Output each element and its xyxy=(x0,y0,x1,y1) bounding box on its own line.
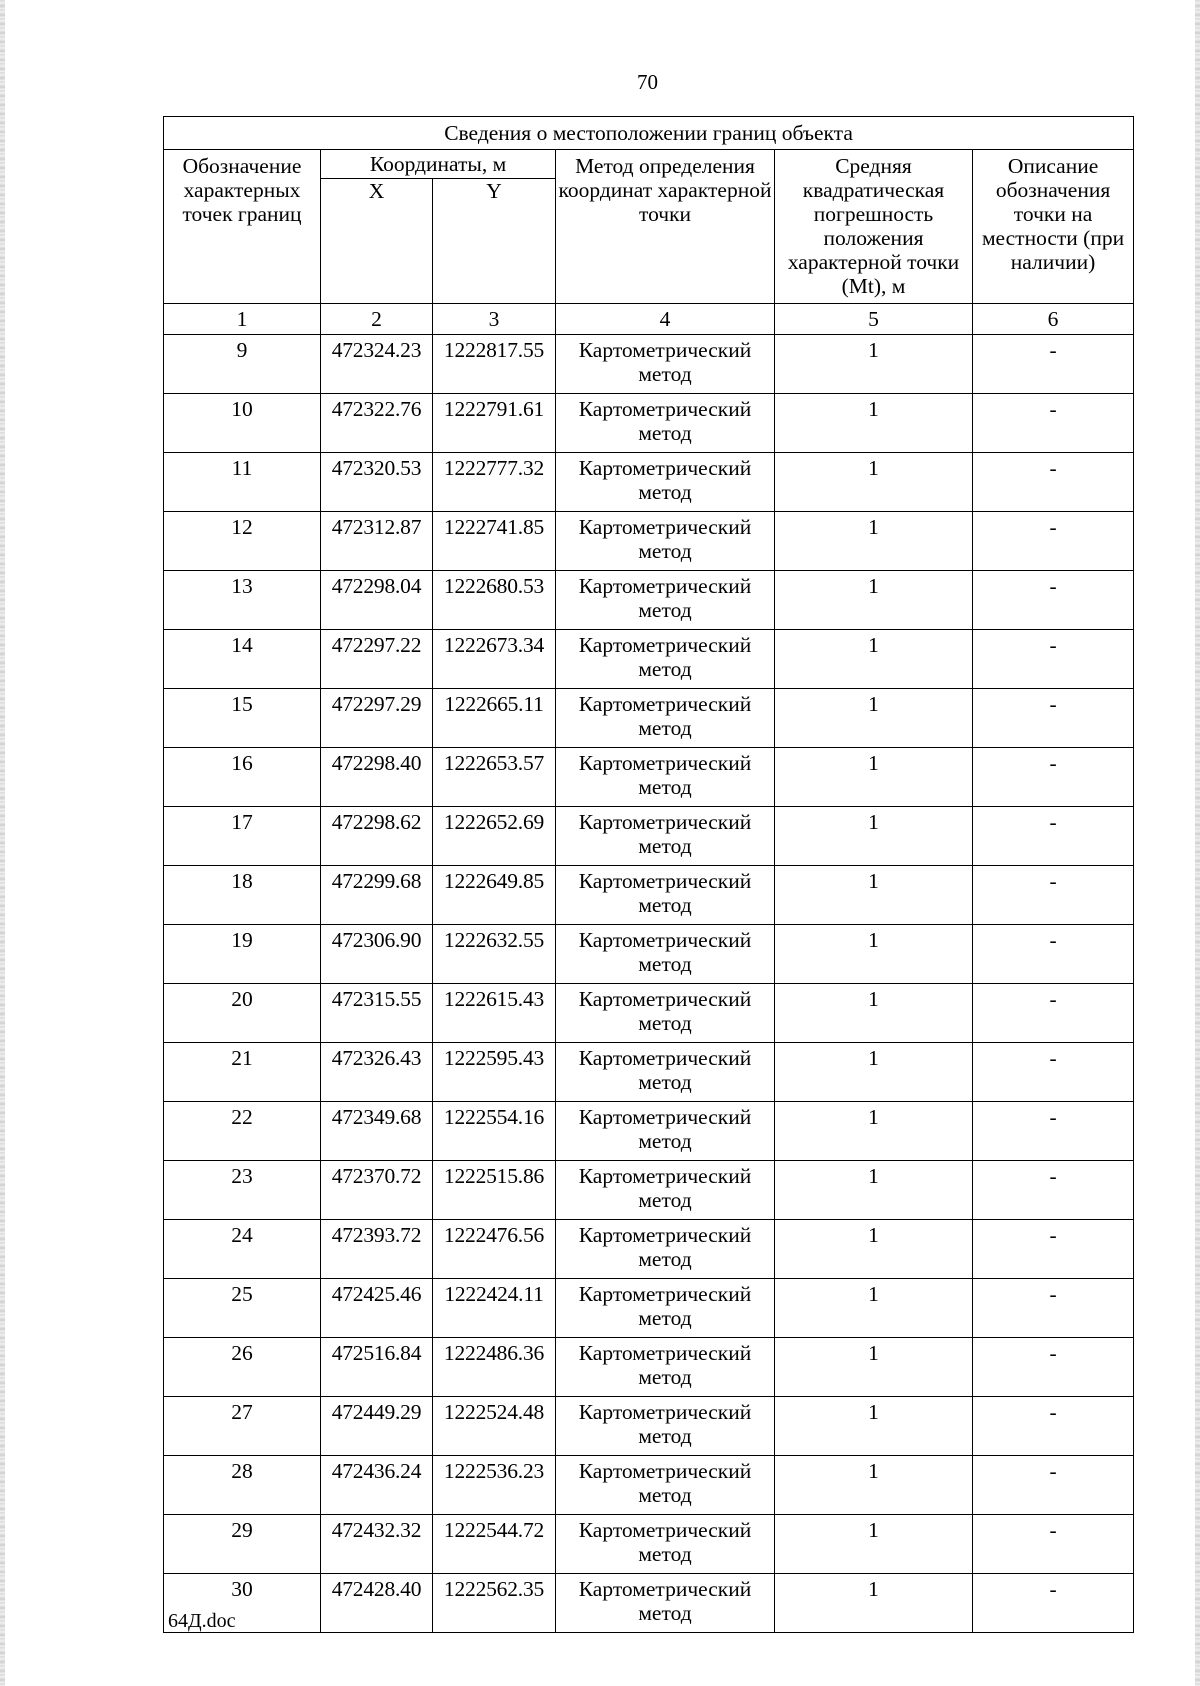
cell-error: 1 xyxy=(775,748,973,807)
cell-y: 1222544.72 xyxy=(433,1515,556,1574)
header-point: Обозначение характерных точек границ xyxy=(164,150,321,304)
cell-error: 1 xyxy=(775,689,973,748)
cell-description: - xyxy=(973,512,1134,571)
cell-y: 1222595.43 xyxy=(433,1043,556,1102)
cell-point: 10 xyxy=(164,394,321,453)
cell-description: - xyxy=(973,925,1134,984)
cell-error: 1 xyxy=(775,984,973,1043)
cell-description: - xyxy=(973,1515,1134,1574)
cell-x: 472449.29 xyxy=(321,1397,433,1456)
cell-x: 472315.55 xyxy=(321,984,433,1043)
cell-point: 19 xyxy=(164,925,321,984)
cell-description: - xyxy=(973,1456,1134,1515)
cell-error: 1 xyxy=(775,1220,973,1279)
table-title-row xyxy=(164,117,1134,150)
cell-x: 472299.68 xyxy=(321,866,433,925)
cell-point: 14 xyxy=(164,630,321,689)
cell-x: 472349.68 xyxy=(321,1102,433,1161)
cell-y: 1222615.43 xyxy=(433,984,556,1043)
cell-method: Картометрический метод xyxy=(556,689,775,748)
cell-y: 1222649.85 xyxy=(433,866,556,925)
table-row xyxy=(164,571,1134,630)
cell-description: - xyxy=(973,748,1134,807)
cell-x: 472298.62 xyxy=(321,807,433,866)
cell-point: 22 xyxy=(164,1102,321,1161)
cell-y: 1222652.69 xyxy=(433,807,556,866)
cell-method: Картометрический метод xyxy=(556,748,775,807)
cell-error: 1 xyxy=(775,1456,973,1515)
table-row xyxy=(164,1456,1134,1515)
cell-error: 1 xyxy=(775,571,973,630)
column-number-row xyxy=(164,304,1134,335)
cell-point: 29 xyxy=(164,1515,321,1574)
table-row xyxy=(164,807,1134,866)
cell-point: 27 xyxy=(164,1397,321,1456)
cell-method: Картометрический метод xyxy=(556,1397,775,1456)
cell-point: 18 xyxy=(164,866,321,925)
column-number: 5 xyxy=(775,304,973,335)
table-row xyxy=(164,394,1134,453)
cell-error: 1 xyxy=(775,1102,973,1161)
cell-x: 472370.72 xyxy=(321,1161,433,1220)
cell-method: Картометрический метод xyxy=(556,512,775,571)
cell-y: 1222632.55 xyxy=(433,925,556,984)
column-number: 2 xyxy=(321,304,433,335)
boundary-coordinates-table xyxy=(163,116,1134,1633)
cell-error: 1 xyxy=(775,1397,973,1456)
cell-y: 1222817.55 xyxy=(433,335,556,394)
cell-method: Картометрический метод xyxy=(556,1220,775,1279)
table-row xyxy=(164,1397,1134,1456)
cell-error: 1 xyxy=(775,512,973,571)
cell-point: 21 xyxy=(164,1043,321,1102)
cell-description: - xyxy=(973,1220,1134,1279)
header-method: Метод определения координат характерной точки xyxy=(556,150,775,304)
column-number: 6 xyxy=(973,304,1134,335)
cell-error: 1 xyxy=(775,1043,973,1102)
cell-method: Картометрический метод xyxy=(556,394,775,453)
table-row xyxy=(164,1220,1134,1279)
cell-description: - xyxy=(973,866,1134,925)
cell-x: 472516.84 xyxy=(321,1338,433,1397)
cell-y: 1222673.34 xyxy=(433,630,556,689)
cell-error: 1 xyxy=(775,335,973,394)
cell-x: 472322.76 xyxy=(321,394,433,453)
cell-error: 1 xyxy=(775,394,973,453)
cell-method: Картометрический метод xyxy=(556,453,775,512)
cell-y: 1222777.32 xyxy=(433,453,556,512)
cell-y: 1222680.53 xyxy=(433,571,556,630)
header-x: X xyxy=(321,179,433,304)
cell-point: 24 xyxy=(164,1220,321,1279)
page-number: 70 xyxy=(637,70,658,94)
cell-method: Картометрический метод xyxy=(556,1338,775,1397)
cell-description: - xyxy=(973,571,1134,630)
cell-y: 1222791.61 xyxy=(433,394,556,453)
cell-x: 472436.24 xyxy=(321,1456,433,1515)
cell-method: Картометрический метод xyxy=(556,1456,775,1515)
column-number: 1 xyxy=(164,304,321,335)
header-description: Описание обозначения точки на местности (при наличии) xyxy=(973,150,1134,304)
cell-method: Картометрический метод xyxy=(556,335,775,394)
table-row xyxy=(164,866,1134,925)
cell-point: 25 xyxy=(164,1279,321,1338)
cell-error: 1 xyxy=(775,1515,973,1574)
cell-x: 472298.40 xyxy=(321,748,433,807)
cell-description: - xyxy=(973,1338,1134,1397)
cell-point: 16 xyxy=(164,748,321,807)
cell-x: 472428.40 xyxy=(321,1574,433,1633)
cell-x: 472432.32 xyxy=(321,1515,433,1574)
cell-description: - xyxy=(973,1397,1134,1456)
header-y: Y xyxy=(433,179,556,304)
cell-point: 9 xyxy=(164,335,321,394)
cell-x: 472297.22 xyxy=(321,630,433,689)
scan-edge-right xyxy=(1195,0,1200,1686)
cell-description: - xyxy=(973,689,1134,748)
cell-y: 1222562.35 xyxy=(433,1574,556,1633)
cell-error: 1 xyxy=(775,866,973,925)
cell-description: - xyxy=(973,630,1134,689)
header-error: Средняя квадратическая погрешность положения характерной точки (Mt), м xyxy=(775,150,973,304)
cell-error: 1 xyxy=(775,1338,973,1397)
cell-point: 13 xyxy=(164,571,321,630)
table-row xyxy=(164,630,1134,689)
cell-point: 17 xyxy=(164,807,321,866)
cell-description: - xyxy=(973,1043,1134,1102)
cell-description: - xyxy=(973,807,1134,866)
cell-x: 472297.29 xyxy=(321,689,433,748)
cell-error: 1 xyxy=(775,453,973,512)
cell-y: 1222524.48 xyxy=(433,1397,556,1456)
table-row xyxy=(164,1161,1134,1220)
footer-filename: 64Д.doc xyxy=(168,1610,236,1632)
cell-y: 1222515.86 xyxy=(433,1161,556,1220)
cell-y: 1222741.85 xyxy=(433,512,556,571)
cell-y: 1222476.56 xyxy=(433,1220,556,1279)
column-number: 4 xyxy=(556,304,775,335)
table-row xyxy=(164,1515,1134,1574)
cell-y: 1222653.57 xyxy=(433,748,556,807)
cell-description: - xyxy=(973,1102,1134,1161)
cell-point: 30 xyxy=(164,1574,321,1633)
cell-description: - xyxy=(973,1574,1134,1633)
cell-error: 1 xyxy=(775,630,973,689)
cell-method: Картометрический метод xyxy=(556,984,775,1043)
cell-method: Картометрический метод xyxy=(556,1043,775,1102)
cell-point: 26 xyxy=(164,1338,321,1397)
cell-y: 1222554.16 xyxy=(433,1102,556,1161)
cell-point: 28 xyxy=(164,1456,321,1515)
cell-method: Картометрический метод xyxy=(556,925,775,984)
table-row xyxy=(164,984,1134,1043)
cell-x: 472298.04 xyxy=(321,571,433,630)
table-row xyxy=(164,1043,1134,1102)
cell-error: 1 xyxy=(775,1161,973,1220)
table-row xyxy=(164,689,1134,748)
table-row xyxy=(164,1102,1134,1161)
table-row xyxy=(164,1338,1134,1397)
cell-description: - xyxy=(973,453,1134,512)
table-row xyxy=(164,335,1134,394)
cell-y: 1222536.23 xyxy=(433,1456,556,1515)
header-coordinates: Координаты, м xyxy=(321,150,556,179)
cell-method: Картометрический метод xyxy=(556,1574,775,1633)
table-row xyxy=(164,925,1134,984)
table-row xyxy=(164,512,1134,571)
cell-x: 472320.53 xyxy=(321,453,433,512)
table-row xyxy=(164,1279,1134,1338)
cell-x: 472312.87 xyxy=(321,512,433,571)
cell-y: 1222424.11 xyxy=(433,1279,556,1338)
table-row xyxy=(164,748,1134,807)
table-row xyxy=(164,453,1134,512)
cell-x: 472306.90 xyxy=(321,925,433,984)
cell-description: - xyxy=(973,335,1134,394)
column-number: 3 xyxy=(433,304,556,335)
header-row-top xyxy=(164,150,1134,179)
cell-method: Картометрический метод xyxy=(556,807,775,866)
cell-point: 20 xyxy=(164,984,321,1043)
cell-description: - xyxy=(973,1279,1134,1338)
cell-description: - xyxy=(973,1161,1134,1220)
cell-x: 472393.72 xyxy=(321,1220,433,1279)
cell-error: 1 xyxy=(775,1574,973,1633)
cell-error: 1 xyxy=(775,807,973,866)
cell-method: Картометрический метод xyxy=(556,1102,775,1161)
cell-method: Картометрический метод xyxy=(556,630,775,689)
cell-error: 1 xyxy=(775,925,973,984)
cell-method: Картометрический метод xyxy=(556,1515,775,1574)
cell-error: 1 xyxy=(775,1279,973,1338)
cell-x: 472326.43 xyxy=(321,1043,433,1102)
cell-point: 12 xyxy=(164,512,321,571)
scan-edge-left xyxy=(0,0,5,1686)
cell-point: 23 xyxy=(164,1161,321,1220)
cell-method: Картометрический метод xyxy=(556,1279,775,1338)
cell-y: 1222486.36 xyxy=(433,1338,556,1397)
cell-method: Картометрический метод xyxy=(556,1161,775,1220)
cell-y: 1222665.11 xyxy=(433,689,556,748)
cell-description: - xyxy=(973,394,1134,453)
cell-x: 472425.46 xyxy=(321,1279,433,1338)
cell-point: 15 xyxy=(164,689,321,748)
cell-method: Картометрический метод xyxy=(556,866,775,925)
cell-x: 472324.23 xyxy=(321,335,433,394)
cell-method: Картометрический метод xyxy=(556,571,775,630)
table-title: Сведения о местоположении границ объекта xyxy=(164,117,1134,150)
cell-point: 11 xyxy=(164,453,321,512)
cell-description: - xyxy=(973,984,1134,1043)
table-row xyxy=(164,1574,1134,1633)
